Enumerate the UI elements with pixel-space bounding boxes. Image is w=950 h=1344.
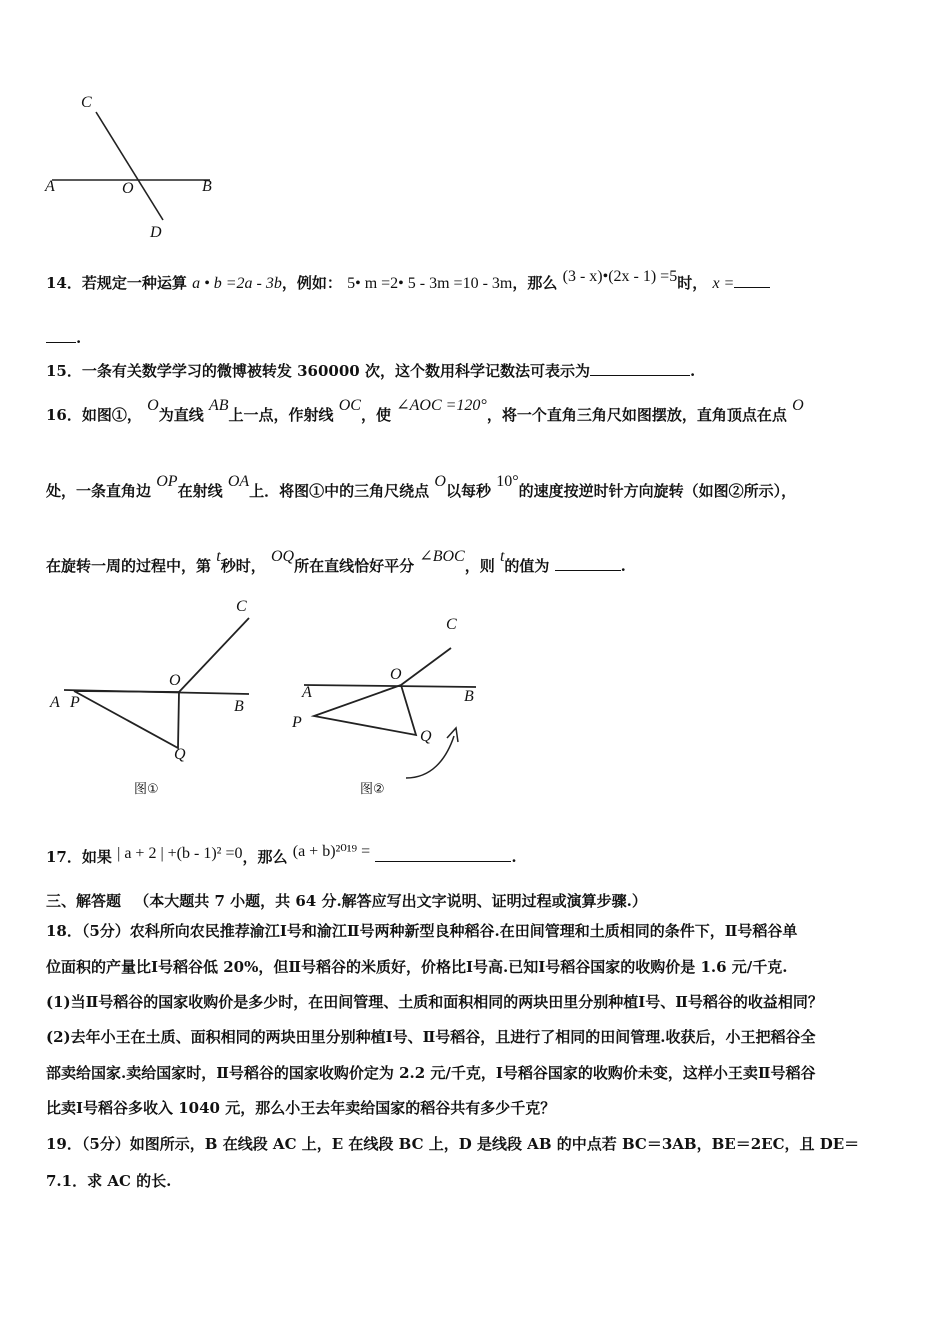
q14-text: ，例如： bbox=[281, 274, 342, 292]
question-18-line: 比卖Ⅰ号稻谷多收入 1040 元，那么小王去年卖给国家的稻谷共有多少千克？ bbox=[46, 1099, 556, 1117]
ray-oc bbox=[179, 618, 249, 692]
question-16-line-1 bbox=[46, 397, 804, 425]
label-a: A bbox=[45, 178, 55, 195]
q14-operation: a • b =2a - 3b bbox=[192, 275, 282, 292]
label-q: Q bbox=[420, 728, 432, 745]
figure-2-caption: 图② bbox=[360, 781, 385, 796]
figure-1-caption: 图① bbox=[134, 781, 159, 796]
q16-speed: 10° bbox=[496, 473, 519, 490]
question-18-line: 18．（5分）农科所向农民推荐渝江Ⅰ号和渝江Ⅱ号两种新型良种稻谷.在田间管理和土质相同的条件下，Ⅱ号稻谷单 bbox=[46, 922, 798, 940]
q16-line-ab: AB bbox=[208, 397, 229, 414]
q16-end: . bbox=[620, 557, 626, 575]
question-19-line: 19．（5分）如图所示，B 在线段 AC 上，E 在线段 BC 上，D 是线段 AB 的中点若 BC＝3AB，BE＝2EC，且 DE＝ bbox=[46, 1135, 860, 1153]
q16-oq: OQ bbox=[270, 548, 295, 565]
q14-text: ，那么 bbox=[512, 274, 558, 292]
q14-condition: (3 - x)•(2x - 1) =5 bbox=[562, 268, 678, 285]
question-18-line: (1)当Ⅱ号稻谷的国家收购价是多少时，在田间管理、土质和面积相同的两块田里分别种植Ⅰ号、Ⅱ号稻谷的收益相同？ bbox=[46, 993, 823, 1011]
answer-blank[interactable] bbox=[46, 328, 76, 343]
label-c: C bbox=[81, 94, 92, 111]
q16-t: t bbox=[216, 548, 221, 565]
q16-text: ，使 bbox=[360, 406, 391, 424]
answer-blank[interactable] bbox=[375, 847, 511, 862]
ray-oc bbox=[401, 648, 451, 685]
q16-text: 上一点，作射线 bbox=[228, 406, 334, 424]
question-14 bbox=[46, 268, 770, 293]
q16-text: 所在直线恰好平分 bbox=[294, 557, 415, 575]
q16-text: 如图①， bbox=[81, 406, 142, 424]
label-a: A bbox=[302, 684, 312, 701]
q16-text: 在旋转一周的过程中，第 bbox=[46, 557, 212, 575]
q16-angle: ∠AOC =120° bbox=[396, 397, 487, 414]
answer-blank[interactable] bbox=[555, 556, 621, 571]
triangle-opq bbox=[74, 691, 179, 748]
answer-blank[interactable] bbox=[734, 273, 770, 288]
q16-angle-boc: ∠BOC bbox=[419, 548, 465, 565]
answer-blank[interactable] bbox=[590, 361, 690, 376]
line-ab bbox=[304, 685, 476, 687]
figure-1 bbox=[44, 598, 274, 798]
section-note: （本大题共 7 小题，共 64 分.解答应写出文字说明、证明过程或演算步骤.） bbox=[134, 892, 647, 910]
q16-point-o: O bbox=[792, 397, 804, 414]
question-19-line: 7.1．求 AC 的长. bbox=[46, 1172, 172, 1190]
q15-end: . bbox=[689, 362, 696, 380]
intersecting-lines-svg bbox=[40, 90, 240, 250]
q16-text: 的值为 bbox=[504, 557, 550, 575]
question-number: 15． bbox=[46, 362, 82, 380]
q17-text: 如果 bbox=[81, 848, 112, 866]
question-18-line: 部卖给国家.卖给国家时，Ⅱ号稻谷的国家收购价定为 2.2 元/千克，Ⅰ号稻谷国家的收购价未变，这样小王卖Ⅱ号稻谷 bbox=[46, 1064, 816, 1082]
question-number: 17． bbox=[46, 848, 82, 866]
label-b: B bbox=[234, 698, 244, 715]
q14-text: 若规定一种运算 bbox=[81, 274, 187, 292]
label-o: O bbox=[122, 180, 134, 197]
q16-text: 处，一条直角边 bbox=[46, 482, 152, 500]
q16-text: 的速度按逆时针方向旋转（如图②所示）， bbox=[518, 482, 797, 500]
question-14-cont bbox=[46, 328, 81, 347]
q14-end: . bbox=[76, 329, 82, 347]
label-c: C bbox=[236, 598, 247, 615]
question-number: 16． bbox=[46, 406, 82, 424]
q17-expression: (a + b)²⁰¹⁹ = bbox=[292, 843, 371, 860]
question-number: 14． bbox=[46, 274, 82, 292]
q14-example: 5• m =2• 5 - 3m =10 - 3m bbox=[347, 275, 513, 292]
question-18-line: 位面积的产量比Ⅰ号稻谷低 20%，但Ⅱ号稻谷的米质好，价格比Ⅰ号高.已知Ⅰ号稻谷国家的收购价是 1.6 元/千克. bbox=[46, 958, 788, 976]
q16-point-o: O bbox=[147, 397, 159, 414]
section-title: 三、解答题 bbox=[46, 892, 122, 910]
line-cd bbox=[96, 112, 163, 220]
figure-intersecting-lines bbox=[40, 90, 240, 250]
q16-t: t bbox=[499, 548, 505, 565]
q17-condition: | a + 2 | +(b - 1)² =0 bbox=[117, 845, 243, 862]
q16-oa: OA bbox=[227, 473, 250, 490]
q16-op: OP bbox=[156, 473, 178, 490]
label-c: C bbox=[446, 616, 457, 633]
q14-ask: x = bbox=[712, 275, 735, 292]
q16-text: 在射线 bbox=[177, 482, 223, 500]
label-d: D bbox=[150, 224, 162, 241]
question-16-line-3 bbox=[46, 548, 626, 576]
q17-text: ，那么 bbox=[242, 848, 288, 866]
label-b: B bbox=[202, 178, 212, 195]
label-p: P bbox=[70, 694, 80, 711]
label-q: Q bbox=[174, 746, 186, 763]
q16-text: ，将一个直角三角尺如图摆放，直角顶点在点 bbox=[486, 406, 787, 424]
q16-ray-oc: OC bbox=[338, 397, 361, 414]
question-16-line-2 bbox=[46, 473, 797, 501]
label-o: O bbox=[390, 666, 402, 683]
q16-text: 秒时， bbox=[220, 557, 266, 575]
q16-text: 以每秒 bbox=[445, 482, 491, 500]
question-18-line: (2)去年小王在土质、面积相同的两块田里分别种植Ⅰ号、Ⅱ号稻谷，且进行了相同的田间管理.收获后，小王把稻谷全 bbox=[46, 1028, 816, 1046]
figure-2 bbox=[286, 610, 496, 800]
label-p: P bbox=[292, 714, 302, 731]
q16-point-o: O bbox=[434, 473, 446, 490]
q14-text: 时， bbox=[677, 274, 708, 292]
label-b: B bbox=[464, 688, 474, 705]
question-15 bbox=[46, 360, 695, 381]
q16-text: ，则 bbox=[464, 557, 495, 575]
label-a: A bbox=[50, 694, 60, 711]
label-o: O bbox=[169, 672, 181, 689]
triangle-opq bbox=[314, 685, 416, 735]
q16-text: 上．将图①中的三角尺绕点 bbox=[249, 482, 430, 500]
q17-end: . bbox=[511, 848, 517, 866]
section-3-header bbox=[46, 890, 647, 911]
q15-text: 一条有关数学学习的微博被转发 360000 次，这个数用科学记数法可表示为 bbox=[81, 362, 590, 380]
question-17 bbox=[46, 843, 517, 867]
q16-text: 为直线 bbox=[158, 406, 204, 424]
